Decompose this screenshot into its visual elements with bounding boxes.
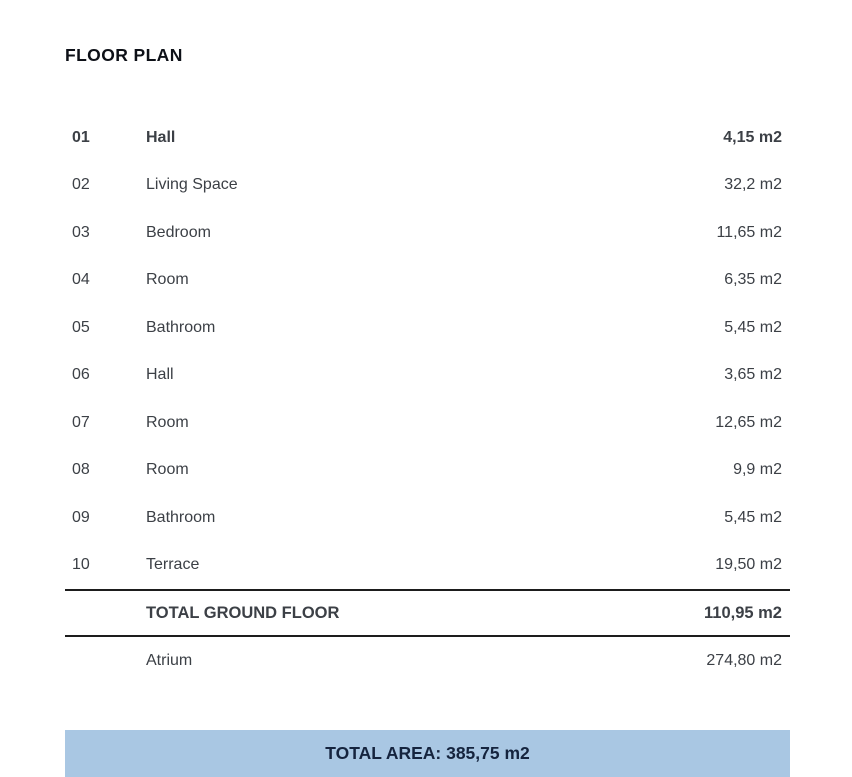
room-number: 01 <box>72 128 90 146</box>
room-area: 4,15 m2 <box>723 128 782 146</box>
atrium-row <box>65 637 790 685</box>
room-number: 02 <box>72 176 90 194</box>
floor-plan-table <box>65 114 790 589</box>
room-number: 07 <box>72 413 90 431</box>
room-name: Bedroom <box>146 223 211 241</box>
room-area: 3,65 m2 <box>724 366 782 384</box>
room-name: Bathroom <box>146 318 216 336</box>
room-name: Living Space <box>146 176 238 194</box>
table-row <box>65 494 790 542</box>
room-area: 12,65 m2 <box>715 413 782 431</box>
total-ground-floor-area: 110,95 m2 <box>704 603 782 622</box>
room-number: 10 <box>72 556 90 574</box>
table-row <box>65 304 790 352</box>
total-area-banner <box>65 730 790 777</box>
room-area: 5,45 m2 <box>724 508 782 526</box>
atrium-label: Atrium <box>146 651 193 669</box>
room-name: Terrace <box>146 556 200 574</box>
table-row <box>65 114 790 162</box>
room-area: 6,35 m2 <box>724 271 782 289</box>
total-area-label: TOTAL AREA: 385,75 m2 <box>325 743 530 763</box>
room-number: 03 <box>72 223 90 241</box>
table-row <box>65 352 790 400</box>
room-name: Hall <box>146 128 176 146</box>
table-row <box>65 447 790 495</box>
room-name: Room <box>146 413 189 431</box>
page-title: FLOOR PLAN <box>65 45 183 65</box>
total-ground-floor-row <box>65 589 790 637</box>
table-row <box>65 399 790 447</box>
atrium-area: 274,80 m2 <box>706 651 782 669</box>
room-number: 08 <box>72 461 90 479</box>
room-number: 06 <box>72 366 90 384</box>
room-name: Bathroom <box>146 508 216 526</box>
room-area: 9,9 m2 <box>733 461 782 479</box>
room-area: 19,50 m2 <box>715 556 782 574</box>
table-row <box>65 257 790 305</box>
room-area: 11,65 m2 <box>716 223 782 241</box>
table-row <box>65 162 790 210</box>
total-ground-floor-label: TOTAL GROUND FLOOR <box>146 603 340 622</box>
table-row <box>65 542 790 590</box>
table-row <box>65 209 790 257</box>
room-number: 04 <box>72 271 90 289</box>
room-area: 5,45 m2 <box>724 318 782 336</box>
room-number: 09 <box>72 508 90 526</box>
room-name: Room <box>146 461 189 479</box>
room-area: 32,2 m2 <box>724 176 782 194</box>
room-name: Hall <box>146 366 174 384</box>
room-name: Room <box>146 271 189 289</box>
room-number: 05 <box>72 318 90 336</box>
